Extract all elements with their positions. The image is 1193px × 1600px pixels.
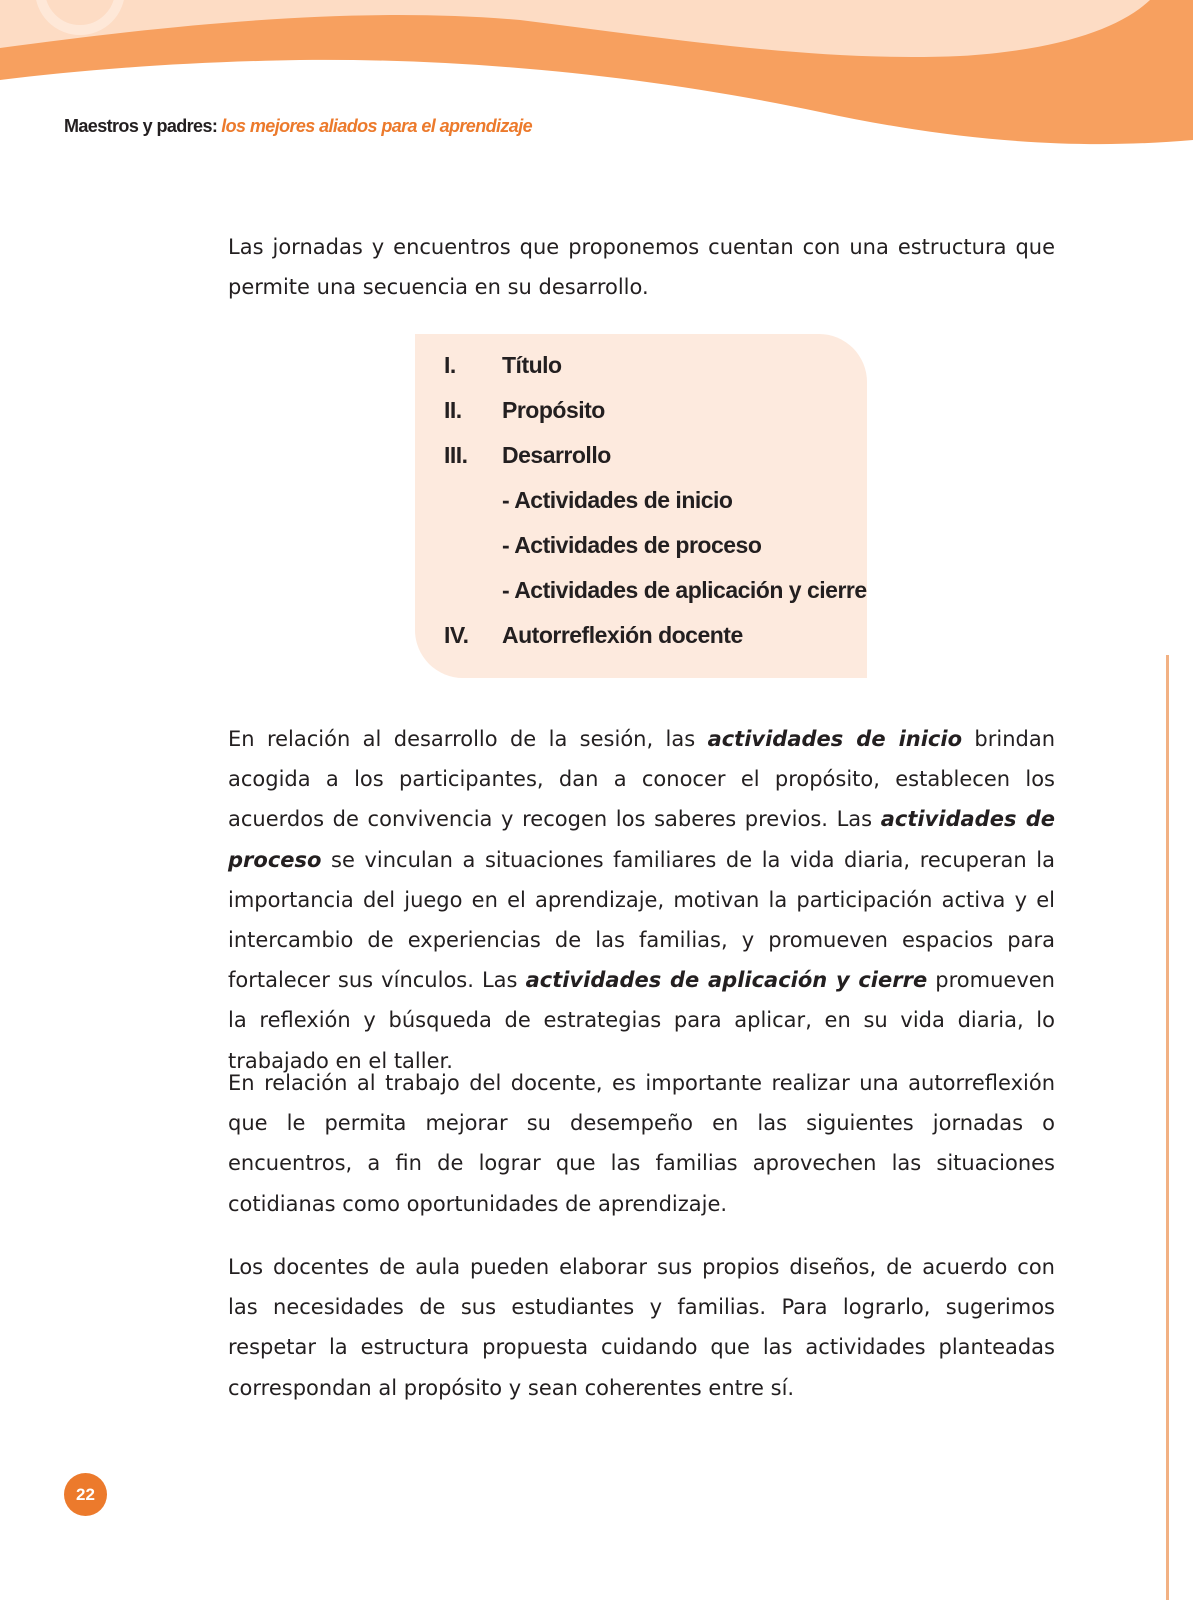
design-text: Los docentes de aula pueden elaborar sus propios diseños, de acuerdo con las necesidades de sus estudiantes y familias. Para lograrlo, sugerimos respetar la estructura propuesta cuidando que las actividades planteadas correspondan al propósito y sean coherentes entre sí. [228, 1255, 1055, 1400]
text-run: En relación al desarrollo de la sesión, las [228, 727, 708, 751]
running-header-title: Maestros y padres: [64, 116, 218, 136]
outline-item-number: II. [444, 397, 462, 423]
running-header [64, 116, 532, 137]
outline-item-1 [444, 352, 562, 382]
right-margin-rule [1166, 655, 1169, 1600]
page-number-badge: 22 [64, 1473, 107, 1516]
emphasis-closing-activities: actividades de aplicación y cierre [525, 968, 928, 993]
text-run: brindan acogida a los participantes, dan a conocer el propósito, establecen los acuerdos de convivencia y recogen los saberes previos. Las [228, 727, 1056, 832]
activities-paragraph [228, 719, 1055, 1081]
outline-item-label: Desarrollo [502, 442, 611, 468]
activities-text [228, 719, 1055, 1081]
outline-item-2 [444, 397, 605, 427]
outline-item-label: Propósito [502, 397, 605, 423]
outline-subitem-2: - Actividades de proceso [502, 532, 762, 558]
intro-paragraph [228, 227, 1055, 307]
outline-subitem-3: - Actividades de aplicación y cierre [502, 577, 867, 603]
design-paragraph [228, 1247, 1055, 1408]
teacher-reflection-text: En relación al trabajo del docente, es importante realizar una autorreflexión que le permita mejorar su desempeño en las siguientes jornadas o encuentros, a fin de lograr que las familias aprovechen las situaciones cotidianas como oportunidades de aprendizaje. [228, 1071, 1055, 1216]
outline-subitem-1: - Actividades de inicio [502, 487, 733, 513]
outline-item-label: Título [502, 352, 562, 378]
running-header-subtitle: los mejores aliados para el aprendizaje [221, 116, 533, 136]
outline-item-number: III. [444, 442, 468, 468]
emphasis-start-activities: actividades de inicio [707, 727, 963, 751]
outline-item-number: IV. [444, 622, 469, 648]
teacher-reflection-paragraph [228, 1063, 1055, 1224]
emphasis-process-activities: actividades de proceso [228, 807, 1056, 872]
intro-text: Las jornadas y encuentros que proponemos cuentan con una estructura que permite una secuencia en su desarrollo. [228, 235, 1055, 300]
outline-item-label: Autorreflexión docente [502, 622, 743, 648]
text-run: promueven la reflexión y búsqueda de estrategias para aplicar, en su vida diaria, lo trabajado en el taller. [228, 968, 1055, 1073]
outline-item-4 [444, 622, 743, 652]
text-run: se vinculan a situaciones familiares de la vida diaria, recuperan la importancia del juego en el aprendizaje, motivan la participación activa y el intercambio de experiencias de las familias, y promueven espacios para fortalecer sus vínculos. Las [228, 847, 1055, 993]
outline-item-number: I. [444, 352, 456, 378]
outline-item-3 [444, 442, 611, 472]
